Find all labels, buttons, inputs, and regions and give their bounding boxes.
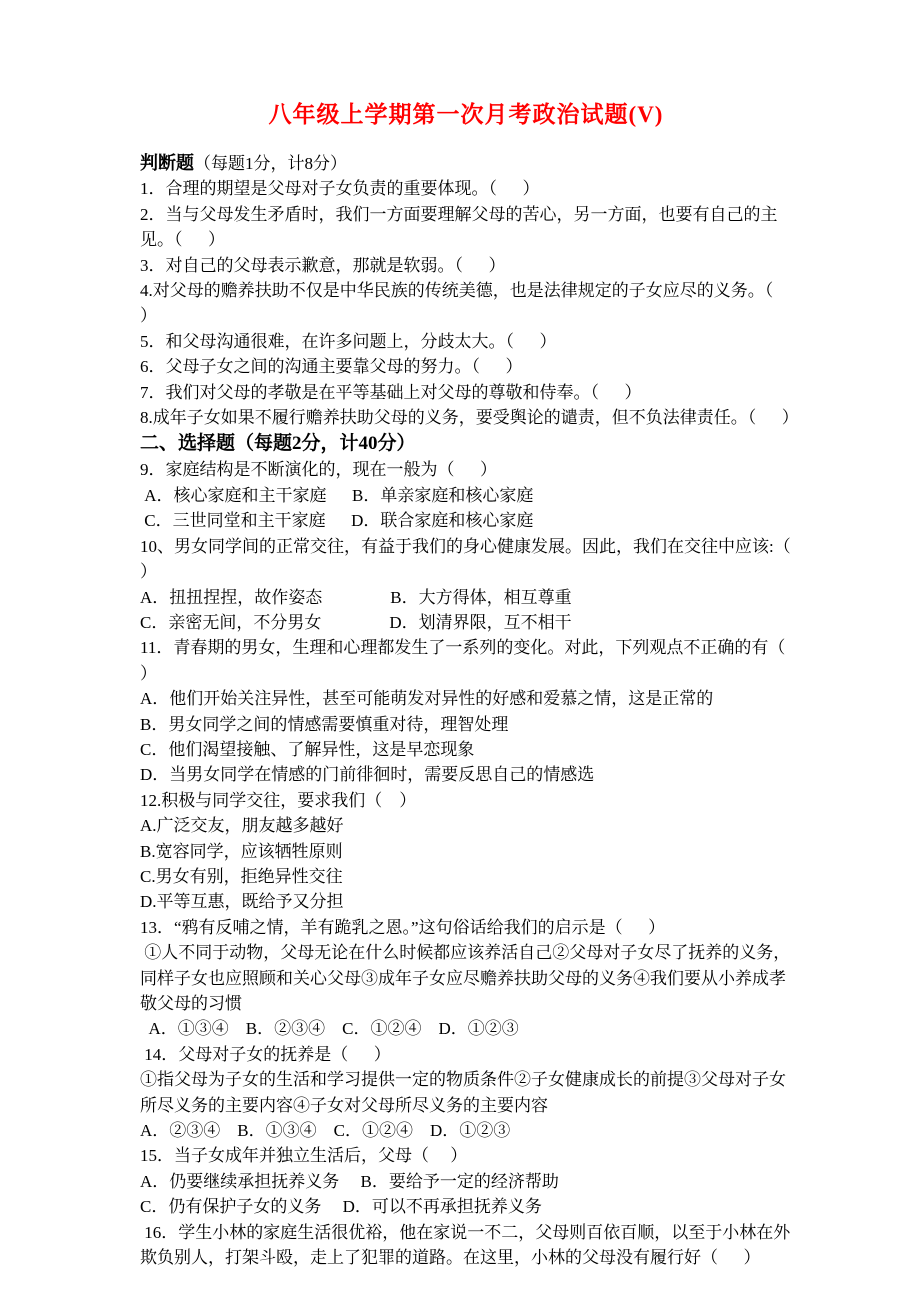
exam-line: 9．家庭结构是不断演化的，现在一般为（ ） xyxy=(140,460,497,480)
exam-line: ①人不同于动物，父母无论在什么时候都应该养活自己②父母对子女尽了抚养的义务，同样子女也应照顾和关心父母③成年子女应尽赡养扶助父母的义务④我们要从小养成孝敬父母的习惯 xyxy=(140,943,791,1013)
exam-line: 15．当子女成年并独立生活后，父母（ ） xyxy=(140,1146,468,1166)
exam-line: 12.积极与同学交往，要求我们（ ） xyxy=(140,790,417,810)
exam-line: 16．学生小林的家庭生活很优裕，他在家说一不二，父母则百依百顺，以至于小林在外欺负别人，打架斗殴，走上了犯罪的道路。在这里，小林的父母没有履行好（ ） xyxy=(140,1222,791,1268)
exam-line: C.男女有别，拒绝异性交往 xyxy=(140,866,343,886)
exam-line: D.平等互惠，既给予又分担 xyxy=(140,892,344,912)
exam-line: A.广泛交友，朋友越多越好 xyxy=(140,816,344,836)
section-heading-label: 判断题 xyxy=(140,153,194,173)
exam-line: 二、选择题（每题2分，计40分） xyxy=(140,433,416,455)
exam-line: B.宽容同学，应该牺牲原则 xyxy=(140,841,343,861)
exam-line: 8.成年子女如果不履行赡养扶助父母的义务，要受舆论的谴责，但不负法律责任。（ ） xyxy=(140,408,799,428)
exam-line: 2．当与父母发生矛盾时，我们一方面要理解父母的苦心，另一方面，也要有自己的主见。（ ） xyxy=(140,204,778,250)
page-title: 八年级上学期第一次月考政治试题(V) xyxy=(268,102,664,127)
exam-line: A．他们开始关注异性，甚至可能萌发对异性的好感和爱慕之情，这是正常的 xyxy=(140,689,714,709)
exam-line: 10、男女同学间的正常交往，有益于我们的身心健康发展。因此，我们在交往中应该:（ ） xyxy=(140,536,812,582)
exam-line: 14．父母对子女的抚养是（ ） xyxy=(140,1044,391,1064)
exam-line: ①指父母为子女的生活和学习提供一定的物质条件②子女健康成长的前提③父母对子女所尽义务的主要内容④子女对父母所尽义务的主要内容 xyxy=(140,1070,786,1115)
exam-line: A．核心家庭和主干家庭 B．单亲家庭和核心家庭 xyxy=(140,485,534,505)
exam-line: 3．对自己的父母表示歉意，那就是软弱。（ ） xyxy=(140,255,506,275)
exam-line: A．①③④ B．②③④ C．①②④ D．①②③ xyxy=(140,1019,519,1039)
exam-line: 7．我们对父母的孝敬是在平等基础上对父母的尊敬和侍奉。（ ） xyxy=(140,382,642,402)
exam-line: C．他们渴望接触、了解异性，这是早恋现象 xyxy=(140,739,475,759)
exam-line: 1．合理的期望是父母对子女负责的重要体现。（ ） xyxy=(140,179,540,199)
exam-line: 11．青春期的男女，生理和心理都发生了一系列的变化。对此，下列观点不正确的有（ ） xyxy=(140,638,803,683)
exam-line: 5．和父母沟通很难，在许多问题上，分歧太大。（ ） xyxy=(140,331,557,351)
exam-line: A．②③④ B．①③④ C．①②④ D．①②③ xyxy=(140,1121,511,1141)
exam-line: A．扭扭捏捏，故作姿态 B．大方得体，相互尊重 xyxy=(140,587,572,607)
exam-line: C．三世同堂和主干家庭 D．联合家庭和核心家庭 xyxy=(140,511,534,531)
exam-line: B．男女同学之间的情感需要慎重对待，理智处理 xyxy=(140,714,509,734)
exam-line: C．仍有保护子女的义务 D．可以不再承担抚养义务 xyxy=(140,1197,542,1217)
exam-line: 6．父母子女之间的沟通主要靠父母的努力。（ ） xyxy=(140,357,523,377)
exam-line: 13．“鸦有反哺之情，羊有跪乳之恩。”这句俗话给我们的启示是（ ） xyxy=(140,917,666,937)
exam-content xyxy=(140,151,812,1270)
exam-line: D．当男女同学在情感的门前徘徊时，需要反思自己的情感选 xyxy=(140,765,595,785)
exam-line: 判断题（每题1分，计8分） xyxy=(140,153,347,173)
exam-line: C．亲密无间，不分男女 D．划清界限，互不相干 xyxy=(140,612,572,632)
exam-line: 4.对父母的赡养扶助不仅是中华民族的传统美德，也是法律规定的子女应尽的义务。（ ） xyxy=(140,281,799,326)
exam-line: A．仍要继续承担抚养义务 B．要给予一定的经济帮助 xyxy=(140,1171,559,1191)
